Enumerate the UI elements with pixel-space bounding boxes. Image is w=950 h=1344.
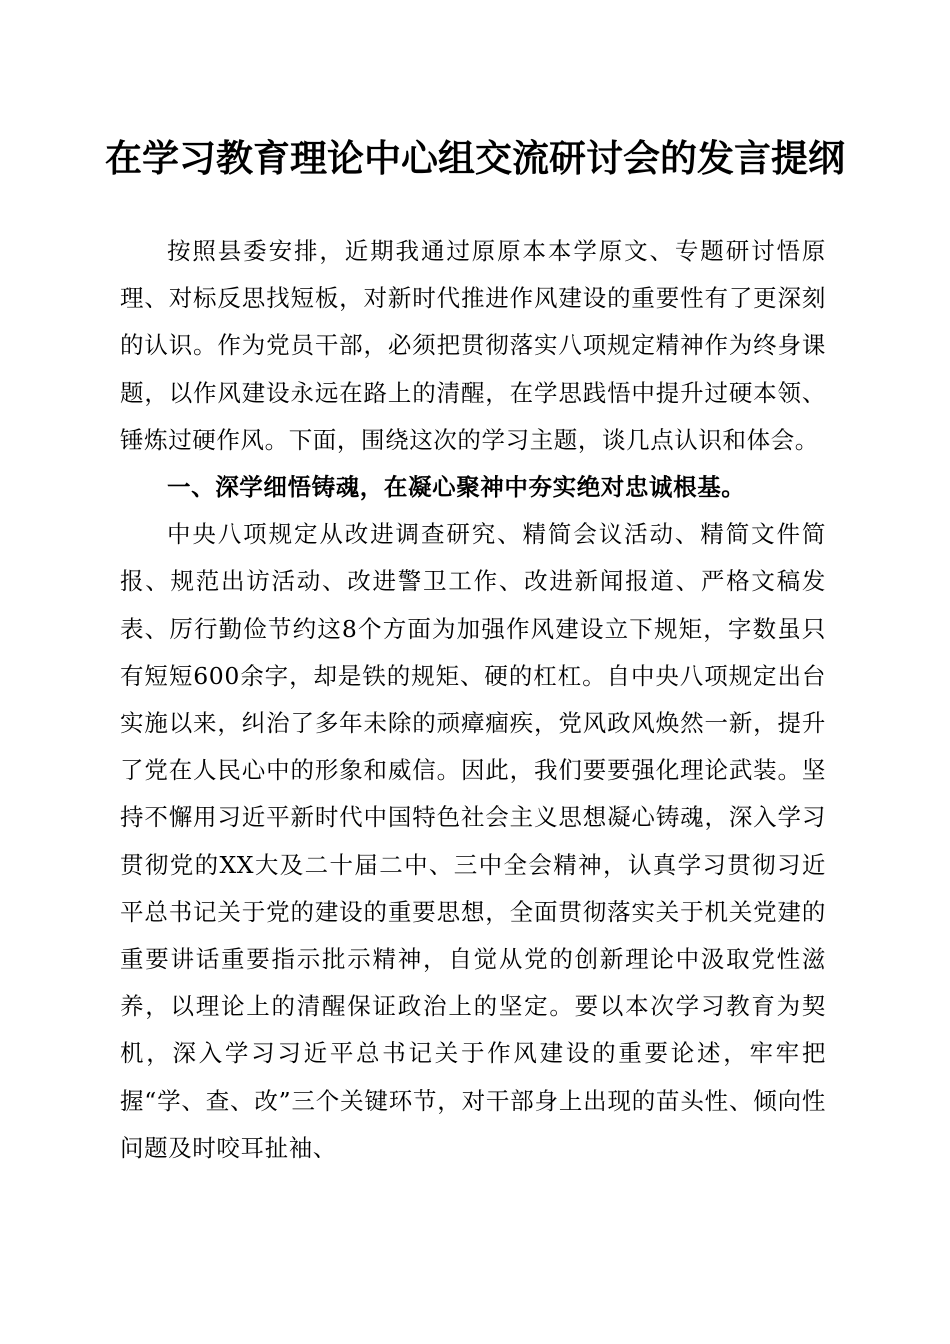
section-1-paragraph: 中央八项规定从改进调查研究、精简会议活动、精简文件简报、规范出访活动、改进警卫工作、改进新闻报道、严格文稿发表、厉行勤俭节约这8个方面为加强作风建设立下规矩，字数虽只有短短600余字，却是铁的规矩、硬的杠杠。自中央八项规定出台实施以来，纠治了多年未除的顽瘴痼疾，党风政风焕然一新，提升了党在人民心中的形象和威信。因此，我们要要强化理论武装。坚持不懈用习近平新时代中国特色社会主义思想凝心铸魂，深入学习贯彻党的XX大及二十届二中、三中全会精神，认真学习贯彻习近平总书记关于党的建设的重要思想，全面贯彻落实关于机关党建的重要讲话重要指示批示精神，自觉从党的创新理论中汲取党性滋养，以理论上的清醒保证政治上的坚定。要以本次学习教育为契机，深入学习习近平总书记关于作风建设的重要论述，牢牢把握“学、查、改”三个关键环节，对干部身上出现的苗头性、倾向性问题及时咬耳扯袖、	[120, 520, 826, 1162]
section-1-heading: 一、深学细悟铸魂，在凝心聚神中夯实绝对忠诚根基。	[167, 473, 746, 502]
intro-paragraph: 按照县委安排，近期我通过原原本本学原文、专题研讨悟原理、对标反思找短板，对新时代推进作风建设的重要性有了更深刻的认识。作为党员干部，必须把贯彻落实八项规定精神作为终身课题，以作风建设永远在路上的清醒，在学思践悟中提升过硬本领、锤炼过硬作风。下面，围绕这次的学习主题，谈几点认识和体会。	[120, 237, 826, 454]
document-body	[120, 228, 826, 1172]
document-title: 在学习教育理论中心组交流研讨会的发言提纲	[105, 136, 845, 180]
